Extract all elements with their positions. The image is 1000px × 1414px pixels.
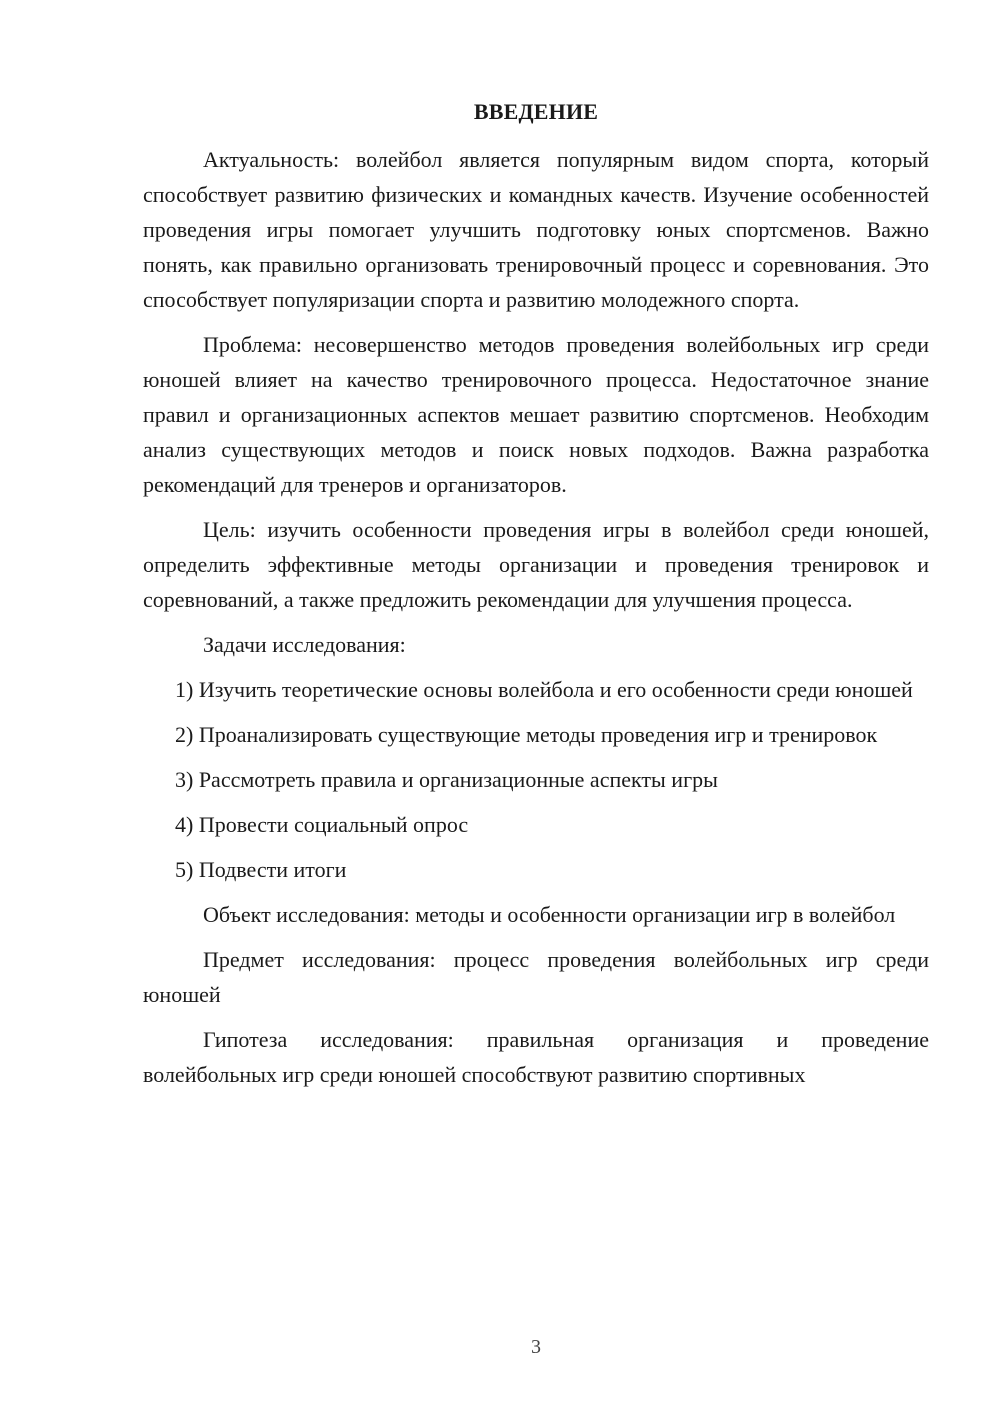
task-item-2: 2) Проанализировать существующие методы проведения игр и тренировок [175,722,878,747]
paragraph-relevance: Актуальность: волейбол является популярным видом спорта, который способствует развитию физических и командных качеств. Изучение особенностей проведения игры помогает улучшить подготовку юных спортсменов. Важно понять, как правильно организовать тренировочный процесс и соревнования. Это способствует популяризации спорта и развитию молодежного спорта. [143,147,929,312]
paragraph-tasks-heading: Задачи исследования: [203,632,406,657]
section-title: ВВЕДЕНИЕ [473,99,599,124]
task-item-1: 1) Изучить теоретические основы волейбола и его особенности среди юношей [175,677,913,702]
task-item-5: 5) Подвести итоги [175,857,347,882]
paragraph-object: Объект исследования: методы и особенности организации игр в волейбол [203,902,896,927]
paragraph-problem: Проблема: несовершенство методов проведения волейбольных игр среди юношей влияет на качество тренировочного процесса. Недостаточное знание правил и организационных аспектов мешает развитию спортсменов. Необходим анализ существующих методов и поиск новых подходов. Важна разработка рекомендаций для тренеров и организаторов. [143,332,929,497]
document-body [143,142,929,1102]
page-number: 3 [531,1336,541,1358]
task-item-4: 4) Провести социальный опрос [175,812,469,837]
paragraph-subject: Предмет исследования: процесс проведения волейбольных игр среди юношей [143,947,929,1007]
paragraph-goal: Цель: изучить особенности проведения игры в волейбол среди юношей, определить эффективные методы организации и проведения тренировок и соревнований, а также предложить рекомендации для улучшения процесса. [143,517,929,612]
paragraph-hypothesis: Гипотеза исследования: правильная организация и проведение волейбольных игр среди юношей способствуют развитию спортивных [143,1027,929,1087]
task-item-3: 3) Рассмотреть правила и организационные аспекты игры [175,767,718,792]
